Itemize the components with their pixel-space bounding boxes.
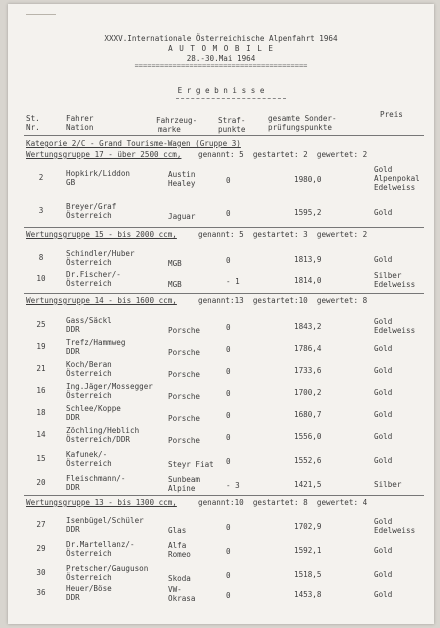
event-date: 28.-30.Mai 1964	[186, 54, 256, 63]
row-nation: DDR	[66, 325, 80, 334]
row-marke-line2: Porsche	[168, 392, 201, 401]
row-marke-line2: Porsche	[168, 414, 201, 423]
row-nation: DDR	[66, 347, 80, 356]
col-straf: Straf-	[218, 116, 246, 125]
row-strafpunkte: 0	[226, 367, 231, 376]
row-preis: Silber	[374, 480, 402, 489]
row-marke-line2: Healey	[168, 179, 196, 188]
group-stats: genannt: 5 gestartet: 3 gewertet: 2	[198, 230, 368, 239]
row-nation: Österreich/DDR	[66, 435, 131, 444]
row-preis: Gold	[374, 366, 393, 375]
row-preis: Edelweiss	[374, 326, 416, 335]
row-nr: 2	[38, 173, 44, 182]
col-nr: Nr.	[26, 123, 40, 132]
row-gesamtpunkte: 1518,5	[294, 570, 322, 579]
row-preis: Gold	[374, 590, 393, 599]
row-gesamtpunkte: 1814,0	[294, 276, 322, 285]
row-nation: Österreich	[66, 391, 112, 400]
row-preis: Edelweiss	[374, 183, 416, 192]
row-gesamtpunkte: 1556,0	[294, 432, 322, 441]
col-marke: marke	[158, 125, 181, 134]
header-rule	[24, 135, 424, 136]
row-nr: 10	[36, 274, 46, 283]
row-nr: 27	[36, 520, 46, 529]
row-preis: Edelweiss	[374, 280, 416, 289]
row-gesamtpunkte: 1702,9	[294, 522, 322, 531]
row-marke-line2: Alpine	[168, 484, 196, 493]
results-heading: E r g e b n i s s e	[177, 86, 265, 95]
row-strafpunkte: - 1	[226, 277, 240, 286]
row-fahrer: Gass/Säckl	[66, 316, 112, 325]
row-strafpunkte: 0	[226, 411, 231, 420]
row-preis: Gold	[374, 432, 393, 441]
row-nr: 16	[36, 386, 46, 395]
row-fahrer: Zöchling/Heblich	[66, 426, 140, 435]
row-preis: Gold	[374, 570, 393, 579]
row-nation: Österreich	[66, 549, 112, 558]
row-nr: 36	[36, 588, 46, 597]
row-marke-line2: Porsche	[168, 348, 201, 357]
row-preis: Gold	[374, 255, 393, 264]
col-nation: Nation	[66, 123, 94, 132]
row-nr: 20	[36, 478, 46, 487]
row-fahrer: Schlee/Koppe	[66, 404, 121, 413]
row-fahrer: Heuer/Böse	[66, 584, 112, 593]
row-marke-line2: MGB	[168, 280, 182, 289]
row-strafpunkte: 0	[226, 209, 231, 218]
group-title: Wertungsgruppe 17 - über 2500 ccm,	[26, 150, 182, 159]
row-strafpunkte: - 3	[226, 481, 240, 490]
row-gesamtpunkte: 1980,0	[294, 175, 322, 184]
group-stats: genannt:10 gestartet: 8 gewertet: 4	[198, 498, 368, 507]
row-nation: Österreich	[66, 369, 112, 378]
row-nr: 19	[36, 342, 46, 351]
row-nr: 21	[36, 364, 46, 373]
group-stats: genannt: 5 gestartet: 2 gewertet: 2	[198, 150, 368, 159]
paper-mark	[26, 14, 56, 15]
row-gesamtpunkte: 1552,6	[294, 456, 322, 465]
row-strafpunkte: 0	[226, 523, 231, 532]
row-nr: 25	[36, 320, 46, 329]
event-title: XXXV.Internationale Österreichische Alpenfahrt 1964	[104, 34, 338, 43]
row-nation: GB	[66, 178, 76, 187]
row-gesamtpunkte: 1592,1	[294, 546, 322, 555]
row-fahrer: Ing.Jäger/Mossegger	[66, 382, 153, 391]
row-marke-line1: Alfa	[168, 541, 187, 550]
row-preis: Gold	[374, 344, 393, 353]
row-gesamtpunkte: 1786,4	[294, 344, 322, 353]
row-gesamtpunkte: 1595,2	[294, 208, 322, 217]
row-strafpunkte: 0	[226, 457, 231, 466]
row-nr: 15	[36, 454, 46, 463]
row-strafpunkte: 0	[226, 345, 231, 354]
col-fahrer: Fahrer	[66, 114, 94, 123]
row-preis: Edelweiss	[374, 526, 416, 535]
row-strafpunkte: 0	[226, 591, 231, 600]
row-fahrer: Hopkirk/Liddon	[66, 169, 131, 178]
row-preis: Gold	[374, 546, 393, 555]
row-nation: DDR	[66, 413, 80, 422]
row-fahrer: Fleischmann/-	[66, 474, 126, 483]
row-strafpunkte: 0	[226, 571, 231, 580]
row-nation: DDR	[66, 483, 80, 492]
row-preis: Gold	[374, 410, 393, 419]
row-nr: 14	[36, 430, 46, 439]
row-gesamtpunkte: 1733,6	[294, 366, 322, 375]
row-gesamtpunkte: 1843,2	[294, 322, 322, 331]
kategorie-title: Kategorie 2/C - Grand Tourisme-Wagen (Gruppe 3)	[26, 139, 241, 148]
row-fahrer: Trefz/Hammweg	[66, 338, 126, 347]
row-marke-line2: Skoda	[168, 574, 191, 583]
row-gesamtpunkte: 1453,8	[294, 590, 322, 599]
row-fahrer: Pretscher/Gauguson	[66, 564, 149, 573]
col-punkte: punkte	[218, 125, 246, 134]
header-separator: =========================================	[134, 62, 308, 70]
row-marke-line2: Porsche	[168, 370, 201, 379]
row-strafpunkte: 0	[226, 256, 231, 265]
row-nation: Österreich	[66, 258, 112, 267]
group-title: Wertungsgruppe 15 - bis 2000 ccm,	[26, 230, 177, 239]
row-marke-line2: Romeo	[168, 550, 191, 559]
row-marke-line1: Austin	[168, 170, 196, 179]
row-strafpunkte: 0	[226, 433, 231, 442]
row-strafpunkte: 0	[226, 389, 231, 398]
row-strafpunkte: 0	[226, 176, 231, 185]
row-preis: Gold	[374, 317, 393, 326]
row-gesamtpunkte: 1421,5	[294, 480, 322, 489]
row-fahrer: Breyer/Graf	[66, 202, 117, 211]
row-fahrer: Kafunek/-	[66, 450, 108, 459]
row-gesamtpunkte: 1813,9	[294, 255, 322, 264]
row-marke-line1: VW-	[168, 585, 182, 594]
col-gesamte: gesamte Sonder-	[268, 114, 337, 123]
row-marke-line1: Sunbeam	[168, 475, 201, 484]
row-nation: Österreich	[66, 279, 112, 288]
row-nr: 3	[38, 206, 44, 215]
row-gesamtpunkte: 1680,7	[294, 410, 322, 419]
row-preis: Alpenpokal	[374, 174, 420, 183]
row-fahrer: Dr.Fischer/-	[66, 270, 121, 279]
row-fahrer: Isenbügel/Schüler	[66, 516, 144, 525]
document-page	[8, 4, 434, 624]
row-marke-line2: MGB	[168, 259, 182, 268]
group-title: Wertungsgruppe 14 - bis 1600 ccm,	[26, 296, 177, 305]
row-nr: 18	[36, 408, 46, 417]
event-category: A U T O M O B I L E	[168, 44, 274, 53]
row-preis: Gold	[374, 165, 393, 174]
col-st: St.	[26, 114, 40, 123]
row-gesamtpunkte: 1700,2	[294, 388, 322, 397]
row-nation: Österreich	[66, 211, 112, 220]
row-nr: 8	[38, 253, 44, 262]
row-strafpunkte: 0	[226, 323, 231, 332]
row-nation: Österreich	[66, 573, 112, 582]
row-fahrer: Koch/Beran	[66, 360, 112, 369]
row-preis: Silber	[374, 271, 402, 280]
row-marke-line2: Porsche	[168, 436, 201, 445]
col-preis: Preis	[380, 110, 403, 119]
group-stats: genannt:13 gestartet:10 gewertet: 8	[198, 296, 368, 305]
col-fahrzeug: Fahrzeug-	[156, 116, 198, 125]
row-fahrer: Schindler/Huber	[66, 249, 135, 258]
group-title: Wertungsgruppe 13 - bis 1300 ccm,	[26, 498, 177, 507]
group-rule	[24, 495, 424, 496]
row-marke-line2: Okrasa	[168, 594, 196, 603]
row-marke-line2: Porsche	[168, 326, 201, 335]
row-nr: 29	[36, 544, 46, 553]
row-marke-line2: Jaguar	[168, 212, 196, 221]
row-nr: 30	[36, 568, 46, 577]
row-preis: Gold	[374, 456, 393, 465]
row-nation: Österreich	[66, 459, 112, 468]
row-nation: DDR	[66, 593, 80, 602]
row-preis: Gold	[374, 517, 393, 526]
group-rule	[24, 227, 424, 228]
row-preis: Gold	[374, 388, 393, 397]
row-preis: Gold	[374, 208, 393, 217]
col-pruefung: prüfungspunkte	[268, 123, 333, 132]
group-rule	[24, 293, 424, 294]
row-fahrer: Dr.Martellanz/-	[66, 540, 135, 549]
row-strafpunkte: 0	[226, 547, 231, 556]
row-marke-line2: Glas	[168, 526, 187, 535]
row-nation: DDR	[66, 525, 80, 534]
results-heading-underline	[176, 98, 286, 99]
row-marke-line2: Steyr Fiat	[168, 460, 214, 469]
